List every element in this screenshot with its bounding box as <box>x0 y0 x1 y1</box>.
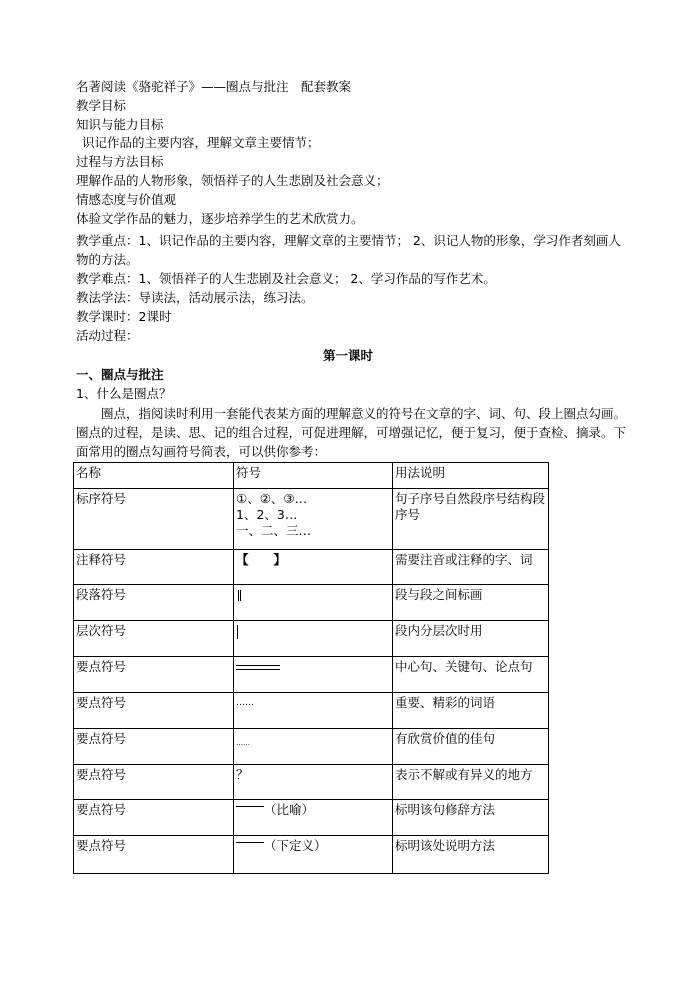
table-row <box>74 836 549 874</box>
wavy-line-icon <box>236 806 264 812</box>
row-name: 层次符号 <box>74 621 234 657</box>
row-usage: 需要注音或注释的字、词 <box>393 550 549 585</box>
row-usage: 中心句、关键句、论点句 <box>393 657 549 693</box>
table-row <box>74 550 549 585</box>
double-underline-icon <box>236 665 280 670</box>
symbol-table <box>73 462 549 874</box>
key-points: 教学重点：1、识记作品的主要内容，理解文章的主要情节； 2、识记人物的形象，学习作者刻画人物的方法。 <box>76 233 621 267</box>
difficult-points: 教学难点：1、领悟祥子的人生悲剧及社会意义； 2、学习作品的写作艺术。 <box>76 271 496 286</box>
symbol-line: 一、二、三… <box>236 523 312 538</box>
row-name: 要点符号 <box>74 657 234 693</box>
row-symbol: …… <box>234 729 393 765</box>
row-symbol: …… <box>234 693 393 729</box>
double-bar-icon <box>238 590 241 601</box>
table-row <box>74 657 549 693</box>
symbol-note: （下定义） <box>264 838 327 853</box>
knowledge-text: 识记作品的主要内容，理解文章主要情节； <box>82 135 320 150</box>
document-title: 名著阅读《骆驼祥子》——圈点与批注 配套教案 <box>76 79 352 94</box>
process-heading: 过程与方法目标 <box>76 154 164 169</box>
knowledge-heading: 知识与能力目标 <box>76 117 164 132</box>
teaching-methods: 教法学法：导读法，活动展示法，练习法。 <box>76 290 314 305</box>
section-heading: 一、圈点与批注 <box>76 367 164 382</box>
row-name: 注释符号 <box>74 550 234 585</box>
objectives-heading: 教学目标 <box>76 98 127 113</box>
table-row <box>74 729 549 765</box>
row-usage: 标明该处说明方法 <box>393 836 549 874</box>
row-name: 要点符号 <box>74 765 234 800</box>
table-row <box>74 585 549 621</box>
table-header-row <box>74 463 549 489</box>
row-usage: 有欣赏价值的佳句 <box>393 729 549 765</box>
single-bar-icon <box>237 625 238 639</box>
intro-paragraph: 圈点，指阅读时利用一套能代表某方面的理解意义的符号在文章的字、词、句、段上圈点勾画。圈点的过程，是读、思、记的组合过程，可促进理解，可增强记忆，便于复习，便于查检、摘录。下面常用的圈点勾画符号简表，可以供你参考： <box>76 406 627 459</box>
row-symbol <box>234 657 393 693</box>
table-row <box>74 489 549 550</box>
row-name: 要点符号 <box>74 800 234 836</box>
row-symbol <box>234 621 393 657</box>
table-row <box>74 765 549 800</box>
wavy-line-icon <box>236 842 264 848</box>
row-symbol: 【 】 <box>234 550 393 585</box>
row-usage: 标明该句修辞方法 <box>393 800 549 836</box>
emotion-text: 体验文学作品的魅力，逐步培养学生的艺术欣赏力。 <box>76 211 364 226</box>
symbol-note: （比喻） <box>264 802 315 817</box>
table-row <box>74 621 549 657</box>
header-symbol: 符号 <box>234 463 393 489</box>
row-name: 标序符号 <box>74 489 234 550</box>
row-usage: 句子序号自然段序号结构段序号 <box>393 489 549 550</box>
row-usage: 段与段之间标画 <box>393 585 549 621</box>
symbol-line: 1、2、3… <box>236 507 298 522</box>
emotion-heading: 情感态度与价值观 <box>76 192 177 207</box>
row-name: 段落符号 <box>74 585 234 621</box>
row-usage: 表示不解或有异义的地方 <box>393 765 549 800</box>
process-text: 理解作品的人物形象，领悟祥子的人生悲剧及社会意义； <box>76 173 389 188</box>
row-name: 要点符号 <box>74 729 234 765</box>
header-usage: 用法说明 <box>393 463 549 489</box>
row-symbol: ？ <box>234 765 393 800</box>
row-symbol <box>234 800 393 836</box>
row-name: 要点符号 <box>74 836 234 874</box>
process-label: 活动过程： <box>76 328 139 343</box>
row-usage: 段内分层次时用 <box>393 621 549 657</box>
table-row <box>74 800 549 836</box>
teaching-hours: 教学课时：2课时 <box>76 309 172 324</box>
table-row <box>74 693 549 729</box>
row-symbol <box>234 836 393 874</box>
row-usage: 重要、精彩的词语 <box>393 693 549 729</box>
header-name: 名称 <box>74 463 234 489</box>
row-symbol <box>234 585 393 621</box>
row-name: 要点符号 <box>74 693 234 729</box>
symbol-line: ①、②、③… <box>236 491 308 506</box>
lesson-title: 第一课时 <box>322 348 373 363</box>
question-heading: 1、什么是圈点？ <box>76 386 172 401</box>
row-symbol <box>234 489 393 550</box>
